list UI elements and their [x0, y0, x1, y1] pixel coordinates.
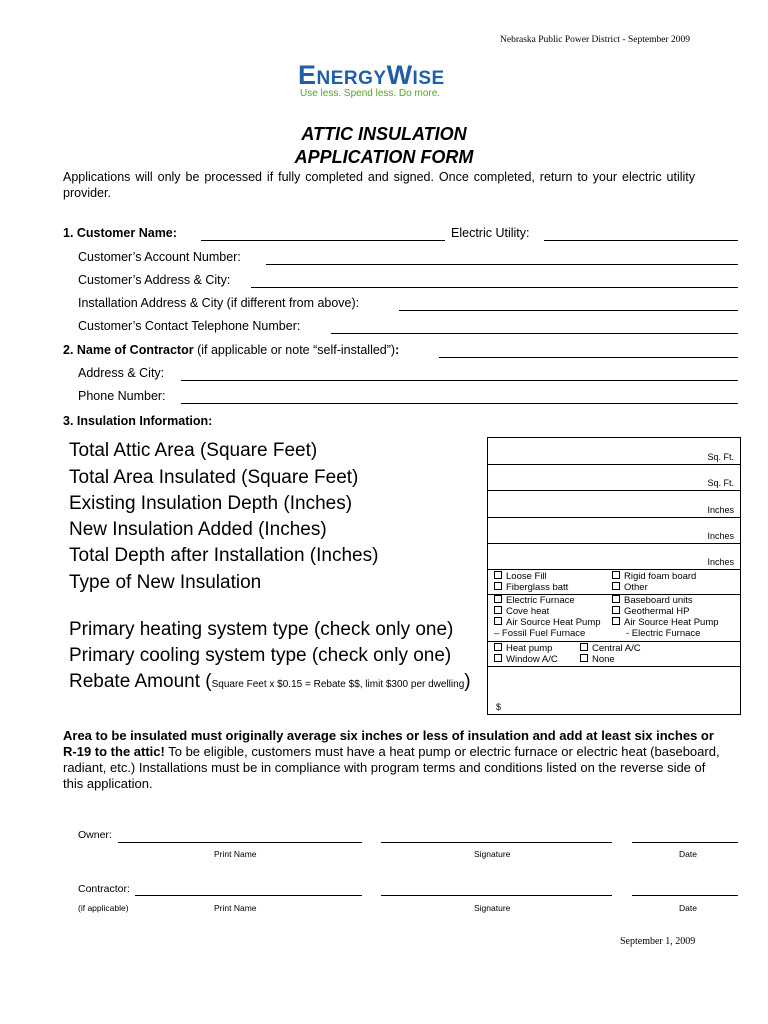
option-ashp-electric-line2: - Electric Furnace	[626, 628, 701, 639]
total-attic-area-label: Total Attic Area (Square Feet)	[69, 440, 318, 461]
option-ashp-fossil-line2: – Fossil Fuel Furnace	[494, 628, 586, 639]
option-electric-furnace[interactable]: Electric Furnace	[494, 595, 575, 606]
unit-label: Inches	[707, 505, 734, 515]
checkbox-icon[interactable]	[612, 617, 620, 625]
checkbox-icon[interactable]	[494, 654, 502, 662]
heating-type-cell	[488, 595, 740, 642]
eligibility-rest: To be eligible, customers must have a heat pump or electric furnace or electric heat (baseboard, radiant, etc.) Installations must be in compliance with program terms and conditions listed on the reverse side of this application.	[63, 744, 720, 791]
rebate-label: Rebate Amount (	[69, 671, 212, 692]
insulation-type-label: Type of New Insulation	[69, 572, 262, 593]
owner-print-name-caption: Print Name	[214, 849, 257, 859]
option-geothermal[interactable]: Geothermal HP	[612, 606, 689, 617]
owner-date-field[interactable]	[632, 842, 738, 843]
option-heat-pump[interactable]: Heat pump	[494, 643, 552, 654]
contractor-signature-field[interactable]	[381, 895, 612, 896]
total-depth-label: Total Depth after Installation (Inches)	[69, 545, 379, 566]
contact-phone-label: Customer’s Contact Telephone Number:	[78, 319, 301, 333]
option-central-ac[interactable]: Central A/C	[580, 643, 641, 654]
checkbox-icon[interactable]	[612, 582, 620, 590]
option-none[interactable]: None	[580, 654, 615, 665]
contractor-signature-caption: Signature	[474, 903, 511, 913]
contractor-label	[63, 343, 399, 357]
checkbox-icon[interactable]	[612, 606, 620, 614]
new-insulation-cell[interactable]	[488, 518, 740, 544]
contractor-name-field[interactable]	[439, 357, 738, 358]
eligibility-bold: Area to be insulated must originally average six inches or less of insulation and add at least six inches or R-19 to the attic!	[63, 728, 714, 759]
checkbox-icon[interactable]	[494, 606, 502, 614]
unit-label: Inches	[707, 531, 734, 541]
option-ashp-electric[interactable]: Air Source Heat Pump	[612, 617, 719, 628]
checkbox-icon[interactable]	[494, 643, 502, 651]
checkbox-icon[interactable]	[494, 595, 502, 603]
form-title-line2: APPLICATION FORM	[294, 147, 474, 167]
existing-depth-cell[interactable]	[488, 491, 740, 518]
rebate-amount-cell[interactable]	[488, 667, 740, 714]
option-loose-fill[interactable]: Loose Fill	[494, 571, 547, 582]
heating-type-label: Primary heating system type (check only one)	[69, 619, 454, 640]
option-rigid-foam[interactable]: Rigid foam board	[612, 571, 696, 582]
contractor-label-bold: 2. Name of Contractor	[63, 343, 194, 357]
contact-phone-field[interactable]	[331, 333, 738, 334]
unit-label: Sq. Ft.	[707, 452, 734, 462]
contractor-print-name-field[interactable]	[135, 895, 362, 896]
contractor-phone-field[interactable]	[181, 403, 738, 404]
logo-text: EnergyWise	[298, 60, 445, 90]
contractor-phone-label: Phone Number:	[78, 389, 166, 403]
electric-utility-label: Electric Utility:	[451, 226, 530, 240]
customer-name-field[interactable]	[201, 240, 445, 241]
insulation-table	[487, 437, 741, 715]
attic-area-cell[interactable]	[488, 438, 740, 465]
checkbox-icon[interactable]	[580, 654, 588, 662]
contractor-label-colon: :	[395, 343, 400, 357]
checkbox-icon[interactable]	[494, 582, 502, 590]
logo-tagline: Use less. Spend less. Do more.	[300, 88, 441, 99]
owner-signature-caption: Signature	[474, 849, 511, 859]
option-ashp-fossil[interactable]: Air Source Heat Pump	[494, 617, 601, 628]
customer-address-label: Customer’s Address & City:	[78, 273, 231, 287]
contractor-sign-label: Contractor:	[78, 883, 130, 895]
header-org: Nebraska Public Power District - September 2009	[500, 35, 690, 45]
account-number-field[interactable]	[266, 264, 738, 265]
checkbox-icon[interactable]	[494, 571, 502, 579]
cooling-type-label: Primary cooling system type (check only one)	[69, 645, 452, 666]
checkbox-icon[interactable]	[612, 571, 620, 579]
option-fiberglass[interactable]: Fiberglass batt	[494, 582, 568, 593]
owner-print-name-field[interactable]	[118, 842, 362, 843]
existing-depth-label: Existing Insulation Depth (Inches)	[69, 493, 353, 514]
contractor-print-name-caption: Print Name	[214, 903, 257, 913]
owner-label: Owner:	[78, 829, 112, 841]
dollar-sign: $	[496, 702, 502, 712]
checkbox-icon[interactable]	[612, 595, 620, 603]
form-title-line1: ATTIC INSULATION	[301, 124, 467, 144]
intro-text: Applications will only be processed if fully completed and signed. Once completed, return to your electric utility provider.	[63, 170, 695, 200]
insulation-type-cell	[488, 570, 740, 595]
owner-date-caption: Date	[679, 849, 697, 859]
energywise-logo	[298, 62, 445, 99]
contractor-address-field[interactable]	[181, 380, 738, 381]
total-area-insulated-label: Total Area Insulated (Square Feet)	[69, 467, 359, 488]
option-cove-heat[interactable]: Cove heat	[494, 606, 549, 617]
owner-signature-field[interactable]	[381, 842, 612, 843]
insulation-info-label: 3. Insulation Information:	[63, 414, 213, 428]
installation-address-label: Installation Address & City (if different from above):	[78, 296, 360, 310]
new-insulation-label: New Insulation Added (Inches)	[69, 519, 327, 540]
installation-address-field[interactable]	[399, 310, 738, 311]
account-number-label: Customer’s Account Number:	[78, 250, 241, 264]
unit-label: Sq. Ft.	[707, 478, 734, 488]
checkbox-icon[interactable]	[580, 643, 588, 651]
electric-utility-field[interactable]	[544, 240, 738, 241]
contractor-label-note: (if applicable or note “self-installed”)	[193, 343, 396, 357]
rebate-close: )	[464, 671, 471, 692]
customer-name-label: 1. Customer Name:	[63, 226, 177, 240]
if-applicable-caption: (if applicable)	[78, 903, 129, 913]
unit-label: Inches	[707, 557, 734, 567]
contractor-address-label: Address & City:	[78, 366, 165, 380]
customer-address-field[interactable]	[251, 287, 738, 288]
eligibility-text	[63, 728, 723, 792]
rebate-note: Square Feet x $0.15 = Rebate $$, limit $300 per dwelling	[211, 679, 465, 690]
option-other[interactable]: Other	[612, 582, 648, 593]
option-baseboard[interactable]: Baseboard units	[612, 595, 693, 606]
footer-date: September 1, 2009	[620, 936, 696, 947]
contractor-date-field[interactable]	[632, 895, 738, 896]
checkbox-icon[interactable]	[494, 617, 502, 625]
option-window-ac[interactable]: Window A/C	[494, 654, 558, 665]
total-depth-cell[interactable]	[488, 544, 740, 570]
area-insulated-cell[interactable]	[488, 465, 740, 491]
rebate-amount-label	[69, 671, 471, 693]
contractor-date-caption: Date	[679, 903, 697, 913]
cooling-type-cell	[488, 642, 740, 667]
